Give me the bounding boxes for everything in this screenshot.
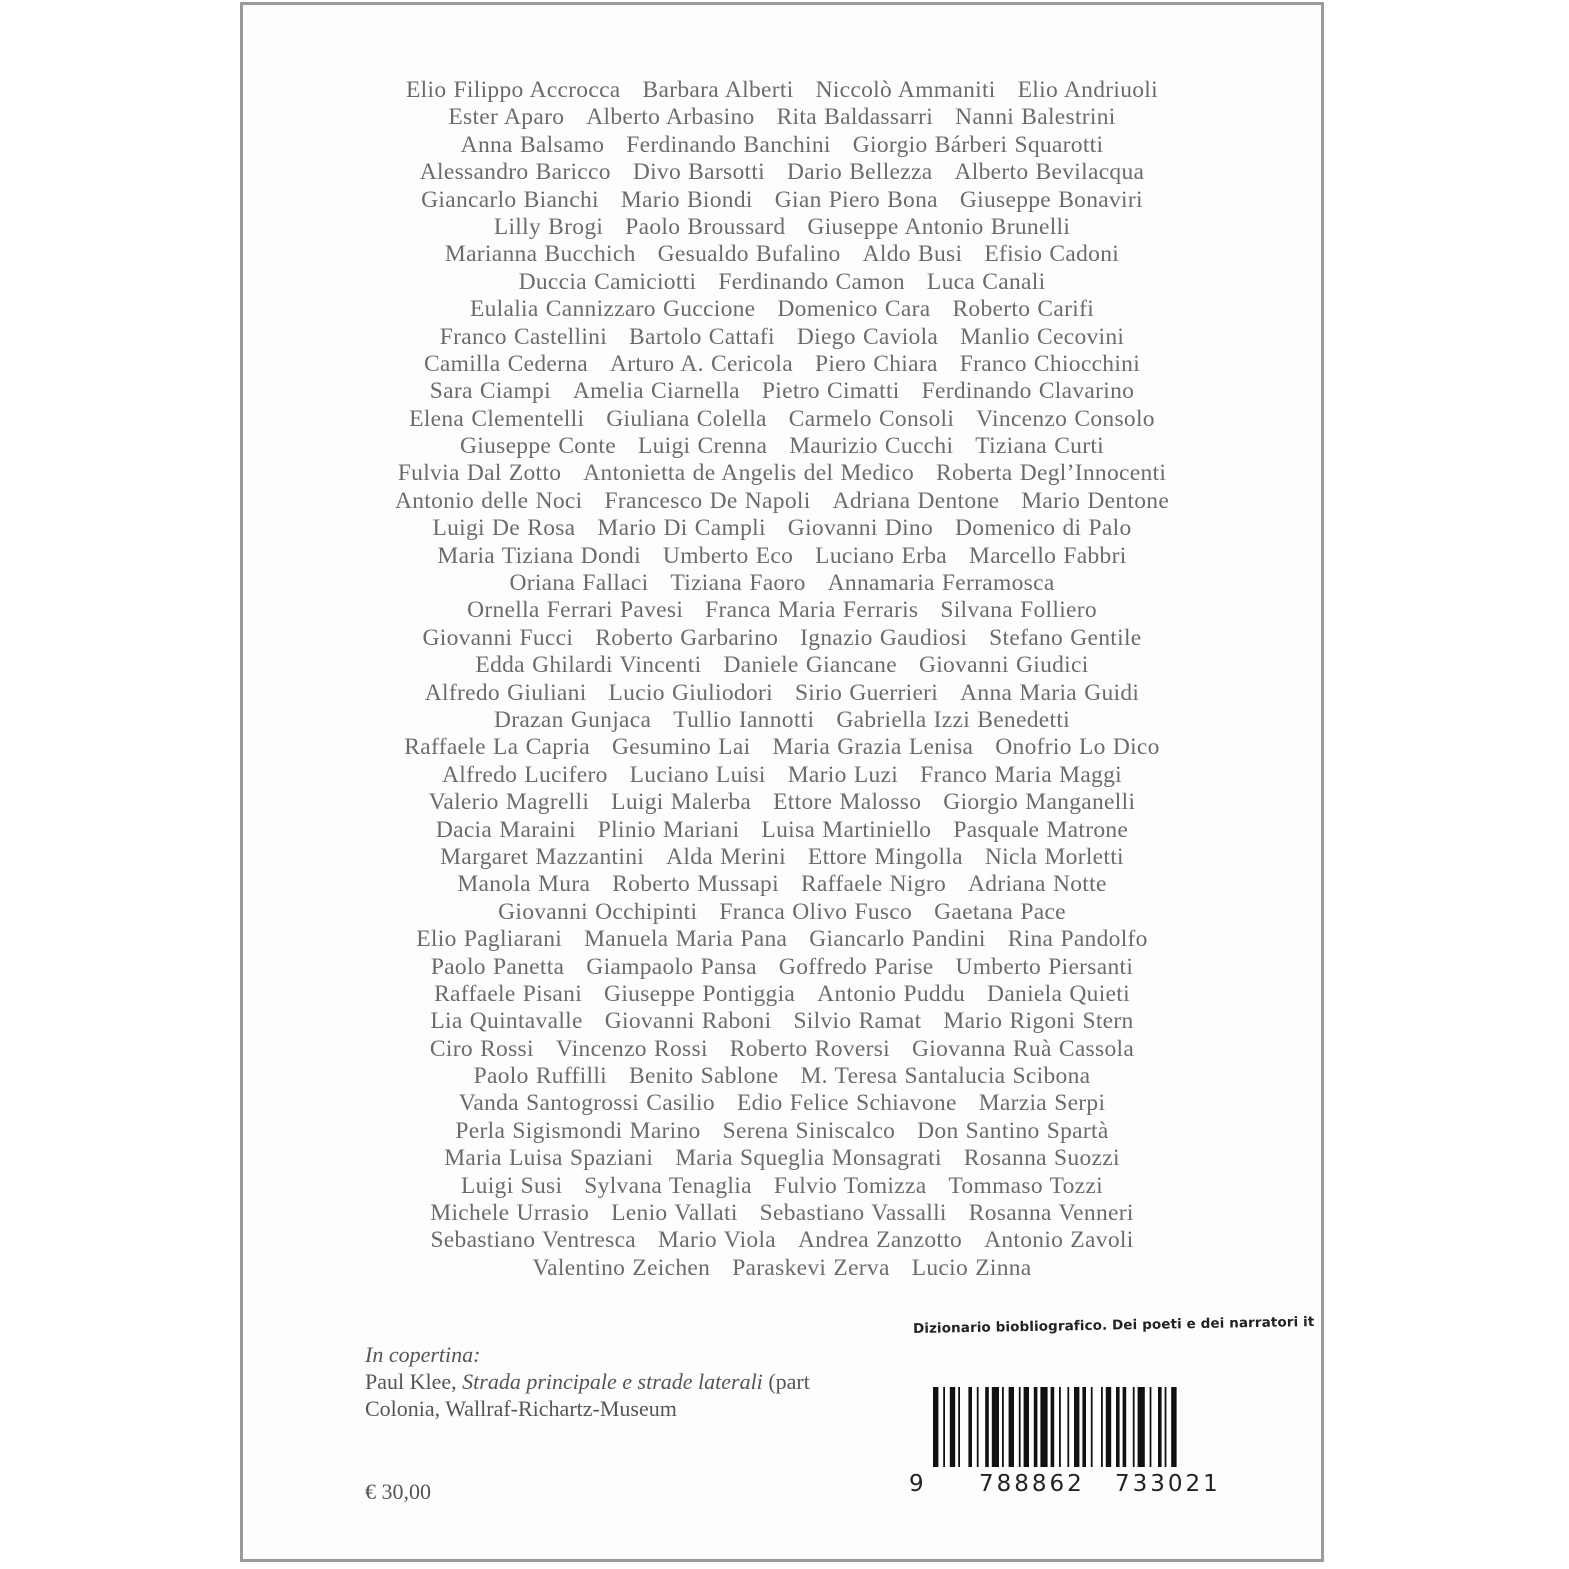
author-name: Lucio Giuliodori [608,679,773,706]
author-name: Dario Bellezza [787,159,933,186]
author-name: Margaret Mazzantini [440,843,645,870]
author-name: Maria Luisa Spaziani [444,1145,654,1172]
name-line [243,515,1321,542]
author-name: Manola Mura [457,871,591,898]
author-name: Franco Castellini [439,323,608,350]
author-name: Franco Chiocchini [959,350,1141,377]
author-name: Anna Balsamo [460,131,605,158]
name-line [243,1118,1321,1145]
name-line [243,324,1321,351]
author-name: Lilly Brogi [493,213,604,240]
author-name: Marzia Serpi [978,1090,1106,1117]
author-name: Giovanni Dino [787,515,934,542]
author-name: Francesco De Napoli [604,487,811,514]
name-line [243,351,1321,378]
author-name: Manuela Maria Pana [584,926,788,953]
author-name: Sara Ciampi [429,378,551,405]
barcode-title: Dizionario biobliografico. Dei poeti e dei narratori it [912,1313,1315,1337]
author-name: Antonio delle Noci [394,487,583,514]
name-line [243,433,1321,460]
author-name: Raffaele La Capria [404,734,591,761]
name-line [243,241,1321,268]
author-name: Mario Rigoni Stern [943,1008,1134,1035]
author-name: Diego Caviola [796,323,939,350]
author-name: Vanda Santogrossi Casilio [458,1090,715,1117]
name-line [243,652,1321,679]
author-name: Rina Pandolfo [1007,926,1148,953]
author-name: Efisio Cadoni [984,241,1120,268]
author-name: Serena Siniscalco [722,1117,896,1144]
author-name: Adriana Notte [968,871,1107,898]
author-name: Gesumino Lai [612,734,751,761]
author-name: Drazan Gunjaca [494,706,652,733]
author-name: Ferdinando Clavarino [921,378,1135,405]
name-line [243,899,1321,926]
author-name: Gaetana Pace [934,898,1066,925]
author-name: Fulvio Tomizza [773,1172,927,1199]
price: € 30,00 [365,1479,431,1504]
author-name: Marianna Bucchich [444,241,636,268]
name-line [243,1063,1321,1090]
author-name: Silvio Ramat [793,1008,922,1035]
barcode-digits [903,1471,1297,1501]
name-line [243,570,1321,597]
author-name: Giovanni Raboni [604,1008,772,1035]
name-line [243,296,1321,323]
author-name: Alda Merini [666,843,786,870]
author-name: Raffaele Nigro [800,871,946,898]
author-name: Andrea Zanzotto [798,1227,963,1254]
author-name: Tiziana Curti [975,433,1105,460]
author-name: Giovanni Occhipinti [498,898,698,925]
author-name: Paolo Panetta [430,953,565,980]
author-name: Franca Maria Ferraris [705,597,919,624]
author-name: Ferdinando Banchini [626,131,831,158]
author-name: Giuseppe Bonaviri [959,186,1143,213]
author-name: Manlio Cecovini [960,323,1125,350]
author-name: Giovanni Giudici [918,652,1089,679]
author-name: Piero Chiara [814,350,938,377]
author-name: Divo Barsotti [632,159,766,186]
author-name: Lia Quintavalle [430,1008,583,1035]
author-name: Anna Maria Guidi [960,679,1140,706]
author-name: Alberto Bevilacqua [954,159,1145,186]
author-name: Giancarlo Pandini [809,926,986,953]
author-name: Tullio Iannotti [673,706,815,733]
author-name: Domenico Cara [777,296,931,323]
barcode-digit-first: 9 [909,1471,927,1497]
author-name: Roberta Degl’Innocenti [936,460,1167,487]
author-name: Luciano Luisi [629,761,766,788]
author-name: Mario Viola [658,1227,777,1254]
author-name: Giuseppe Antonio Brunelli [807,213,1071,240]
name-line [243,707,1321,734]
author-name: Paraskevi Zerva [732,1254,890,1281]
author-name: Vincenzo Rossi [555,1035,708,1062]
author-name: Raffaele Pisani [434,980,583,1007]
barcode-icon [933,1387,1283,1467]
author-name: Mario Luzi [787,761,899,788]
book-back-cover [240,2,1324,1562]
author-name: Eulalia Cannizzaro Guccione [469,296,756,323]
author-name: Oriana Fallaci [509,570,649,597]
author-names-list [243,77,1321,1282]
author-name: Giovanna Ruà Cassola [911,1035,1135,1062]
author-name: Plinio Mariani [597,816,740,843]
author-name: Umberto Eco [662,542,794,569]
author-name: Sebastiano Vassalli [759,1200,947,1227]
author-name: Adriana Dentone [832,487,1000,514]
credits-artist: Paul Klee, [365,1369,463,1394]
author-name: Vincenzo Consolo [976,405,1155,432]
name-line [243,132,1321,159]
barcode-label [903,1313,1315,1521]
author-name: Goffredo Parise [778,953,934,980]
author-name: Sebastiano Ventresca [430,1227,637,1254]
author-name: Daniele Giancane [723,652,897,679]
author-name: Niccolò Ammaniti [815,77,996,103]
name-line [243,625,1321,652]
author-name: Maria Grazia Lenisa [772,734,974,761]
author-name: Giorgio Manganelli [943,789,1136,816]
author-name: Luisa Martiniello [761,816,932,843]
author-name: Luca Canali [926,268,1046,295]
name-line [243,159,1321,186]
author-name: Domenico di Palo [955,515,1132,542]
name-line [243,981,1321,1008]
author-name: Luigi Susi [461,1172,563,1199]
author-name: Don Santino Spartà [917,1117,1109,1144]
author-name: Paolo Ruffilli [473,1063,607,1090]
author-name: Maria Squeglia Monsagrati [675,1145,942,1172]
name-line [243,187,1321,214]
author-name: Silvana Folliero [940,597,1097,624]
author-name: Alberto Arbasino [586,104,755,131]
author-name: Ferdinando Camon [718,268,905,295]
author-name: Lucio Zinna [911,1254,1032,1281]
author-name: Giuseppe Pontiggia [604,980,796,1007]
author-name: Maria Tiziana Dondi [437,542,641,569]
author-name: Edio Felice Schiavone [736,1090,957,1117]
credits-artwork-line [365,1368,905,1395]
name-line [243,378,1321,405]
name-line [243,926,1321,953]
author-name: Dacia Maraini [435,816,576,843]
author-name: Ignazio Gaudiosi [800,624,968,651]
name-line [243,1227,1321,1254]
author-name: Ornella Ferrari Pavesi [467,597,684,624]
author-name: Giancarlo Bianchi [421,186,599,213]
author-name: Camilla Cederna [423,350,589,377]
author-name: Luciano Erba [815,542,948,569]
author-name: Roberto Roversi [729,1035,890,1062]
author-name: Alfredo Giuliani [424,679,587,706]
author-name: Giovanni Fucci [422,624,574,651]
author-name: Roberto Mussapi [612,871,779,898]
author-name: Sylvana Tenaglia [584,1172,752,1199]
author-name: Paolo Broussard [625,213,786,240]
cover-credits [365,1341,905,1422]
author-name: Rosanna Suozzi [963,1145,1120,1172]
author-name: Luigi De Rosa [432,515,576,542]
name-line [243,214,1321,241]
name-line [243,789,1321,816]
author-name: Nanni Balestrini [955,104,1116,131]
author-name: Mario Biondi [620,186,753,213]
author-name: M. Teresa Santalucia Scibona [800,1063,1091,1090]
name-line [243,817,1321,844]
author-name: Giuseppe Conte [459,433,616,460]
author-name: Mario Di Campli [597,515,766,542]
name-line [243,1036,1321,1063]
author-name: Roberto Garbarino [595,624,779,651]
author-name: Duccia Camiciotti [518,268,697,295]
author-name: Ettore Malosso [773,789,922,816]
author-name: Antonio Zavoli [984,1227,1134,1254]
barcode-digits-group1: 788862 [979,1471,1085,1497]
name-line [243,269,1321,296]
author-name: Luigi Crenna [637,433,768,460]
name-line [243,844,1321,871]
author-name: Michele Urrasio [430,1200,590,1227]
author-name: Tommaso Tozzi [948,1172,1103,1199]
name-line [243,1008,1321,1035]
author-name: Aldo Busi [862,241,963,268]
author-name: Annamaria Ferramosca [827,570,1055,597]
author-name: Sirio Guerrieri [794,679,939,706]
author-name: Fulvia Dal Zotto [397,460,562,487]
name-line [243,680,1321,707]
author-name: Alessandro Baricco [419,159,611,186]
name-line [243,762,1321,789]
author-name: Nicla Morletti [984,843,1124,870]
author-name: Edda Ghilardi Vincenti [475,652,702,679]
author-name: Arturo A. Cericola [610,350,793,377]
author-name: Antonio Puddu [817,980,966,1007]
author-name: Lenio Vallati [611,1200,738,1227]
author-name: Franco Maria Maggi [920,761,1122,788]
author-name: Ettore Mingolla [807,843,963,870]
name-line [243,734,1321,761]
author-name: Daniela Quieti [987,980,1130,1007]
author-name: Giuliana Colella [606,405,767,432]
name-line [243,1200,1321,1227]
author-name: Bartolo Cattafi [629,323,775,350]
author-name: Benito Sablone [628,1063,779,1090]
name-line [243,406,1321,433]
author-name: Tiziana Faoro [670,570,806,597]
credits-label: In copertina: [365,1342,481,1367]
author-name: Luigi Malerba [611,789,752,816]
author-name: Pasquale Matrone [953,816,1129,843]
name-line [243,1145,1321,1172]
name-line [243,597,1321,624]
credits-artwork-suffix: (part [762,1369,810,1394]
author-name: Elio Andriuoli [1017,77,1158,103]
name-line [243,77,1321,104]
author-name: Elio Pagliarani [416,926,563,953]
author-name: Ester Aparo [448,104,565,131]
name-line [243,1255,1321,1282]
name-line [243,954,1321,981]
author-name: Stefano Gentile [989,624,1142,651]
author-name: Perla Sigismondi Marino [455,1117,701,1144]
author-name: Umberto Piersanti [955,953,1134,980]
name-line [243,1090,1321,1117]
author-name: Carmelo Consoli [788,405,955,432]
author-name: Elio Filippo Accrocca [406,77,621,103]
author-name: Pietro Cimatti [761,378,900,405]
author-name: Mario Dentone [1021,487,1170,514]
author-name: Elena Clementelli [409,405,585,432]
name-line [243,488,1321,515]
author-name: Amelia Ciarnella [572,378,740,405]
author-name: Onofrio Lo Dico [995,734,1160,761]
author-name: Giorgio Bárberi Squarotti [852,131,1104,158]
name-line [243,871,1321,898]
credits-artwork: Strada principale e strade laterali [462,1369,763,1394]
author-name: Gesualdo Bufalino [657,241,841,268]
author-name: Barbara Alberti [642,77,794,103]
name-line [243,1173,1321,1200]
author-name: Ciro Rossi [429,1035,534,1062]
author-name: Giampaolo Pansa [586,953,757,980]
author-name: Gabriella Izzi Benedetti [836,706,1070,733]
author-name: Rita Baldassarri [776,104,934,131]
author-name: Marcello Fabbri [969,542,1127,569]
author-name: Rosanna Venneri [968,1200,1134,1227]
author-name: Maurizio Cucchi [789,433,954,460]
author-name: Franca Olivo Fusco [719,898,913,925]
author-name: Alfredo Lucifero [442,761,608,788]
name-line [243,104,1321,131]
credits-location: Colonia, Wallraf-Richartz-Museum [365,1396,677,1421]
name-line [243,460,1321,487]
name-line [243,543,1321,570]
author-name: Valentino Zeichen [532,1254,711,1281]
author-name: Antonietta de Angelis del Medico [583,460,915,487]
barcode-digits-group2: 733021 [1115,1471,1221,1497]
author-name: Roberto Carifi [952,296,1095,323]
author-name: Valerio Magrelli [428,789,590,816]
author-name: Gian Piero Bona [774,186,938,213]
